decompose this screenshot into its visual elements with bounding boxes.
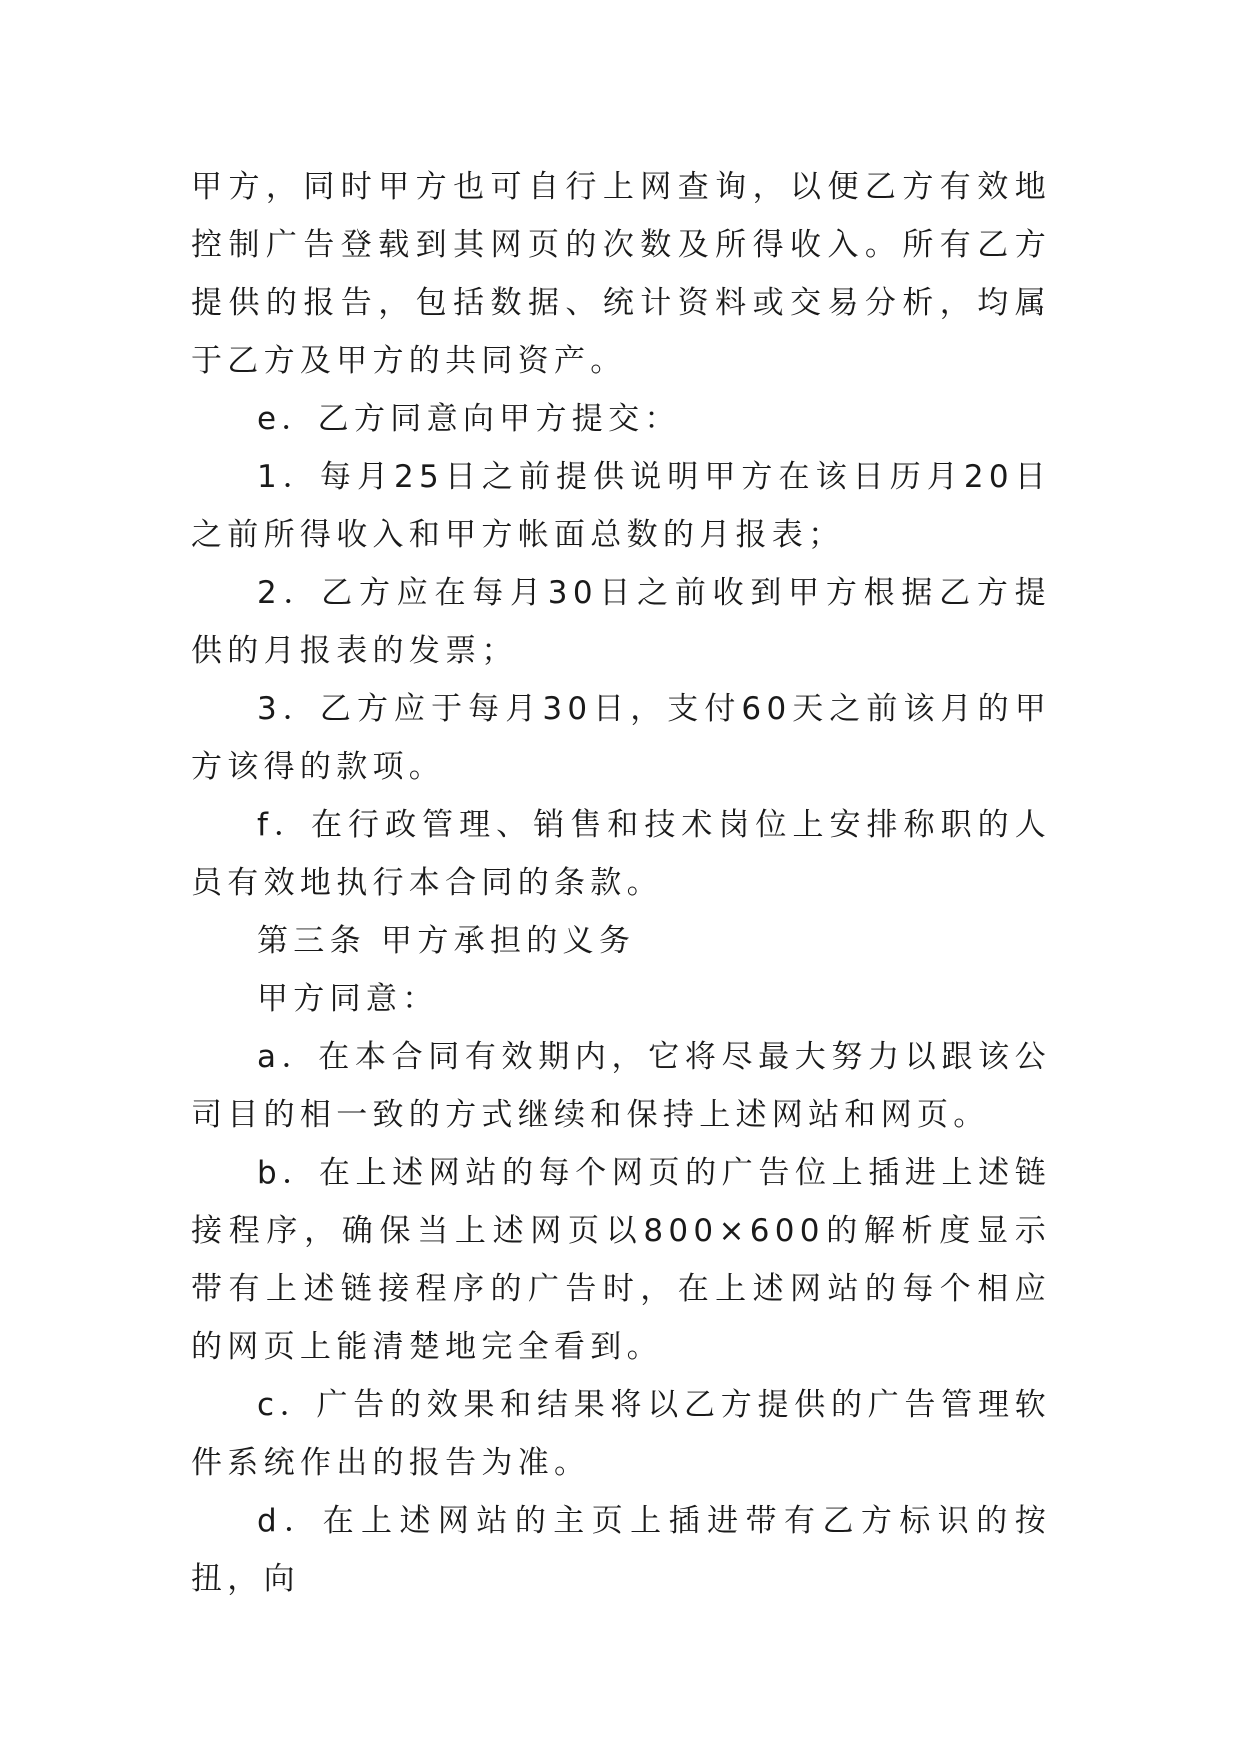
paragraph-clause-b: b．在上述网站的每个网页的广告位上插进上述链接程序，确保当上述网页以800×600的解析度显示带有上述链接程序的广告时，在上述网站的每个相应的网页上能清楚地完全看到。 — [191, 1155, 1051, 1365]
paragraph-continuation: 甲方，同时甲方也可自行上网查询，以便乙方有效地控制广告登载到其网页的次数及所得收入。所有乙方提供的报告，包括数据、统计资料或交易分析，均属于乙方及甲方的共同资产。 — [191, 169, 1051, 379]
paragraph-item-1: 1．每月25日之前提供说明甲方在该日历月20日之前所得收入和甲方帐面总数的月报表； — [191, 459, 1051, 553]
paragraph-clause-a: a．在本合同有效期内，它将尽最大努力以跟该公司目的相一致的方式继续和保持上述网站和网页。 — [191, 1039, 1051, 1133]
paragraph-party-a-agrees: 甲方同意： — [257, 981, 439, 1017]
paragraph-clause-f: f．在行政管理、销售和技术岗位上安排称职的人员有效地执行本合同的条款。 — [191, 807, 1051, 901]
paragraph-item-3: 3．乙方应于每月30日，支付60天之前该月的甲方该得的款项。 — [191, 691, 1051, 785]
paragraph-clause-c: c．广告的效果和结果将以乙方提供的广告管理软件系统作出的报告为准。 — [191, 1387, 1051, 1481]
paragraph-clause-d: d．在上述网站的主页上插进带有乙方标识的按扭，向 — [191, 1503, 1051, 1597]
paragraph-item-2: 2．乙方应在每月30日之前收到甲方根据乙方提供的月报表的发票； — [191, 575, 1051, 669]
paragraph-clause-e: e．乙方同意向甲方提交： — [257, 401, 681, 437]
section-heading-article-3: 第三条 甲方承担的义务 — [257, 923, 636, 959]
document-body — [191, 158, 1051, 1608]
